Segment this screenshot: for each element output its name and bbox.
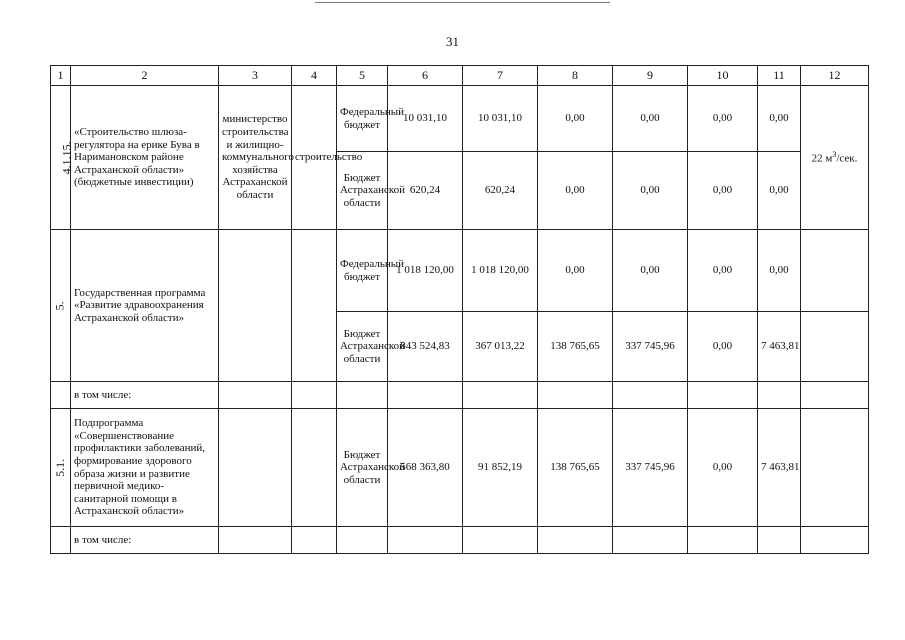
table-row [51, 527, 869, 554]
top-rule [315, 2, 610, 3]
value-cell: 0,00 [758, 230, 801, 312]
budget-label: Бюджет Астраханской области [337, 409, 388, 527]
empty-cell [801, 230, 869, 312]
value-cell: 0,00 [688, 230, 758, 312]
value-cell: 10 031,10 [388, 86, 463, 152]
value-cell: 337 745,96 [613, 409, 688, 527]
empty-cell [292, 230, 337, 382]
table-row [51, 230, 869, 312]
value-cell: 0,00 [688, 152, 758, 230]
empty-cell [613, 527, 688, 554]
value-cell: 7 463,81 [758, 312, 801, 382]
empty-cell [538, 527, 613, 554]
responsible-body: министерство строительства и жилищно-коммунального хозяйства Астраханской области [219, 86, 292, 230]
value-cell: 568 363,80 [388, 409, 463, 527]
empty-cell [219, 382, 292, 409]
empty-cell [51, 382, 71, 409]
row-number: 5. [51, 230, 71, 382]
empty-cell [801, 382, 869, 409]
budget-label: Бюджет Астраханской области [337, 312, 388, 382]
header-cell: 12 [801, 66, 869, 86]
value-cell: 1 018 120,00 [388, 230, 463, 312]
header-cell: 2 [71, 66, 219, 86]
value-cell: 0,00 [758, 86, 801, 152]
empty-cell [538, 382, 613, 409]
value-cell: 91 852,19 [463, 409, 538, 527]
header-row [51, 66, 869, 86]
value-cell: 0,00 [613, 152, 688, 230]
header-cell: 7 [463, 66, 538, 86]
empty-cell [292, 527, 337, 554]
activity-type: строительство [292, 86, 337, 230]
budget-table [50, 65, 869, 554]
header-cell: 3 [219, 66, 292, 86]
row-name: Подпрограмма «Совершенствование профилактики заболеваний, формирование здорового образа жизни и развитие первичной медико-санитарной помощи в Астраханской области» [71, 409, 219, 527]
header-cell: 6 [388, 66, 463, 86]
value-cell: 0,00 [688, 409, 758, 527]
value-cell: 7 463,81 [758, 409, 801, 527]
value-cell: 843 524,83 [388, 312, 463, 382]
header-cell: 9 [613, 66, 688, 86]
empty-cell [292, 409, 337, 527]
empty-cell [463, 382, 538, 409]
value-cell: 138 765,65 [538, 312, 613, 382]
value-cell: 367 013,22 [463, 312, 538, 382]
value-cell: 10 031,10 [463, 86, 538, 152]
page-number: 31 [446, 34, 459, 49]
empty-cell [801, 312, 869, 382]
table-row [51, 382, 869, 409]
empty-cell [688, 527, 758, 554]
value-cell: 620,24 [463, 152, 538, 230]
header-cell: 1 [51, 66, 71, 86]
empty-cell [337, 382, 388, 409]
empty-cell [388, 527, 463, 554]
header-cell: 10 [688, 66, 758, 86]
empty-cell [801, 527, 869, 554]
budget-label: Бюджет Астраханской области [337, 152, 388, 230]
empty-cell [613, 382, 688, 409]
value-cell: 0,00 [613, 230, 688, 312]
value-cell: 0,00 [688, 312, 758, 382]
empty-cell [801, 409, 869, 527]
empty-cell [388, 382, 463, 409]
budget-label: Федеральный бюджет [337, 86, 388, 152]
table-row [51, 409, 869, 527]
header-cell: 11 [758, 66, 801, 86]
value-cell: 138 765,65 [538, 409, 613, 527]
empty-cell [337, 527, 388, 554]
capacity-cell: 22 $м^3$/сек. [801, 86, 869, 230]
including-label: в том числе: [71, 527, 219, 554]
value-cell: 0,00 [538, 152, 613, 230]
value-cell: 0,00 [538, 230, 613, 312]
empty-cell [463, 527, 538, 554]
value-cell: 0,00 [758, 152, 801, 230]
empty-cell [292, 382, 337, 409]
header-cell: 8 [538, 66, 613, 86]
row-number: 5.1. [51, 409, 71, 527]
header-cell: 4 [292, 66, 337, 86]
table-row [51, 86, 869, 152]
empty-cell [51, 527, 71, 554]
header-cell: 5 [337, 66, 388, 86]
value-cell: 620,24 [388, 152, 463, 230]
empty-cell [219, 230, 292, 382]
value-cell: 0,00 [613, 86, 688, 152]
row-number: 4.1.15. [51, 86, 71, 230]
budget-label: Федеральный бюджет [337, 230, 388, 312]
empty-cell [758, 527, 801, 554]
value-cell: 1 018 120,00 [463, 230, 538, 312]
including-label: в том числе: [71, 382, 219, 409]
empty-cell [219, 409, 292, 527]
value-cell: 0,00 [688, 86, 758, 152]
empty-cell [688, 382, 758, 409]
value-cell: 0,00 [538, 86, 613, 152]
empty-cell [219, 527, 292, 554]
value-cell: 337 745,96 [613, 312, 688, 382]
row-name: «Строительство шлюза-регулятора на ерике Бува в Наримановском районе Астраханской области» (бюджетные инвестиции) [71, 86, 219, 230]
empty-cell [758, 382, 801, 409]
row-name: Государственная программа «Развитие здравоохранения Астраханской области» [71, 230, 219, 382]
